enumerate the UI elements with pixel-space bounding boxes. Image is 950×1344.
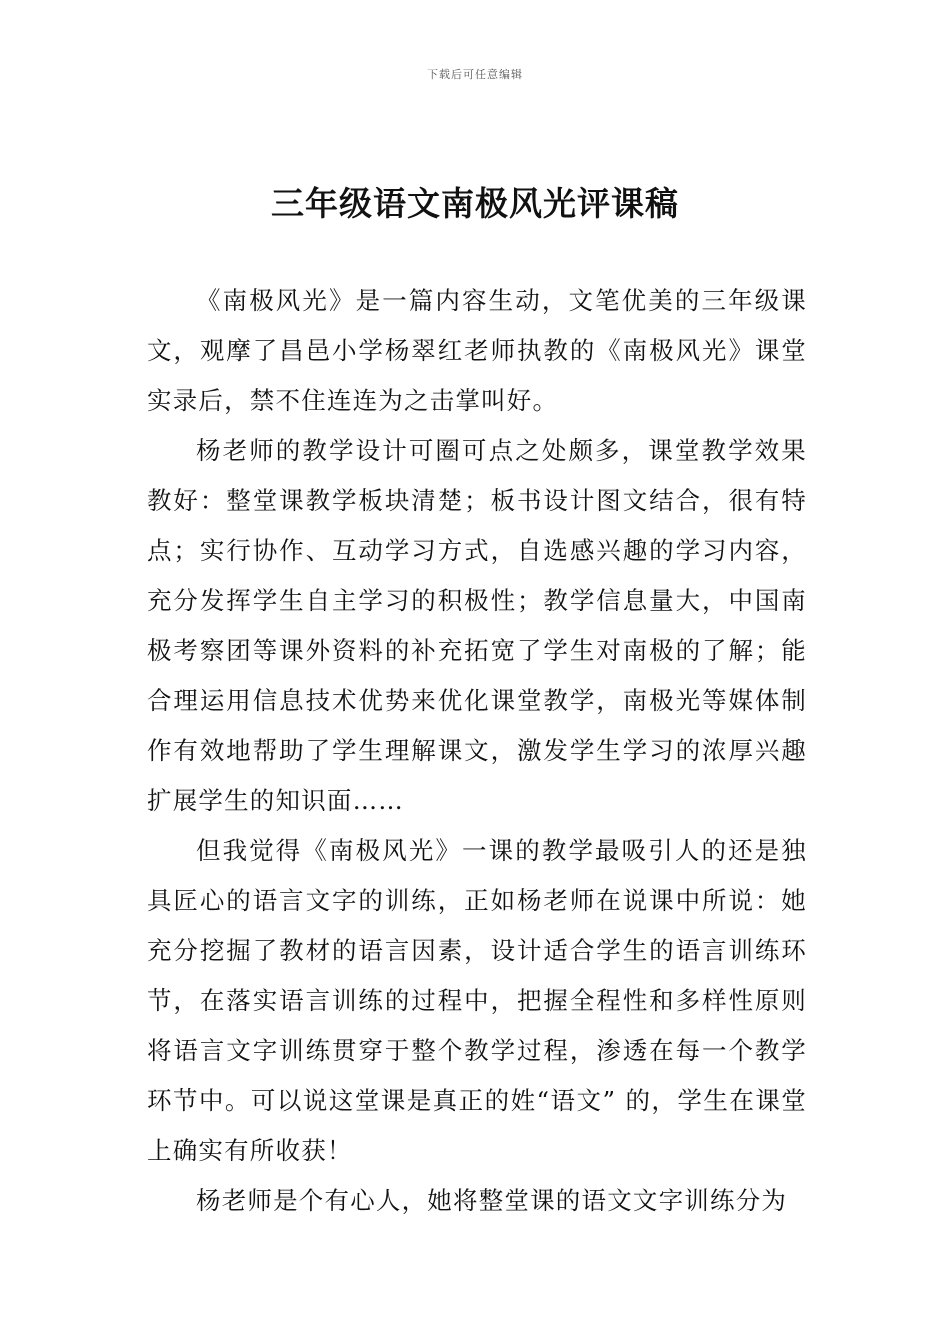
paragraph-1: 《南极风光》是一篇内容生动，文笔优美的三年级课文，观摩了昌邑小学杨翠红老师执教的《南极风光》课堂实录后，禁不住连连为之击掌叫好。 bbox=[147, 286, 807, 415]
document-body bbox=[147, 276, 807, 1226]
paragraph-2: 杨老师的教学设计可圈可点之处颇多，课堂教学效果教好：整堂课教学板块清楚；板书设计图文结合，很有特点；实行协作、互动学习方式，自选感兴趣的学习内容，充分发挥学生自主学习的积极性；教学信息量大，中国南极考察团等课外资料的补充拓宽了学生对南极的了解；能合理运用信息技术优势来优化课堂教学，南极光等媒体制作有效地帮助了学生理解课文，激发学生学习的浓厚兴趣扩展学生的知识面…… bbox=[147, 436, 807, 815]
document-title: 三年级语文南极风光评课稿 bbox=[271, 184, 679, 223]
paragraph-3: 但我觉得《南极风光》一课的教学最吸引人的还是独具匠心的语言文字的训练，正如杨老师在说课中所说：她充分挖掘了教材的语言因素，设计适合学生的语言训练环节，在落实语言训练的过程中，把握全程性和多样性原则将语言文字训练贯穿于整个教学过程，渗透在每一个教学环节中。可以说这堂课是真正的姓“语文” 的，学生在课堂上确实有所收获！ bbox=[147, 836, 807, 1165]
page-header-note: 下载后可任意编辑 bbox=[427, 68, 523, 81]
paragraph-4: 杨老师是个有心人，她将整堂课的语文文字训练分为 bbox=[196, 1186, 788, 1215]
